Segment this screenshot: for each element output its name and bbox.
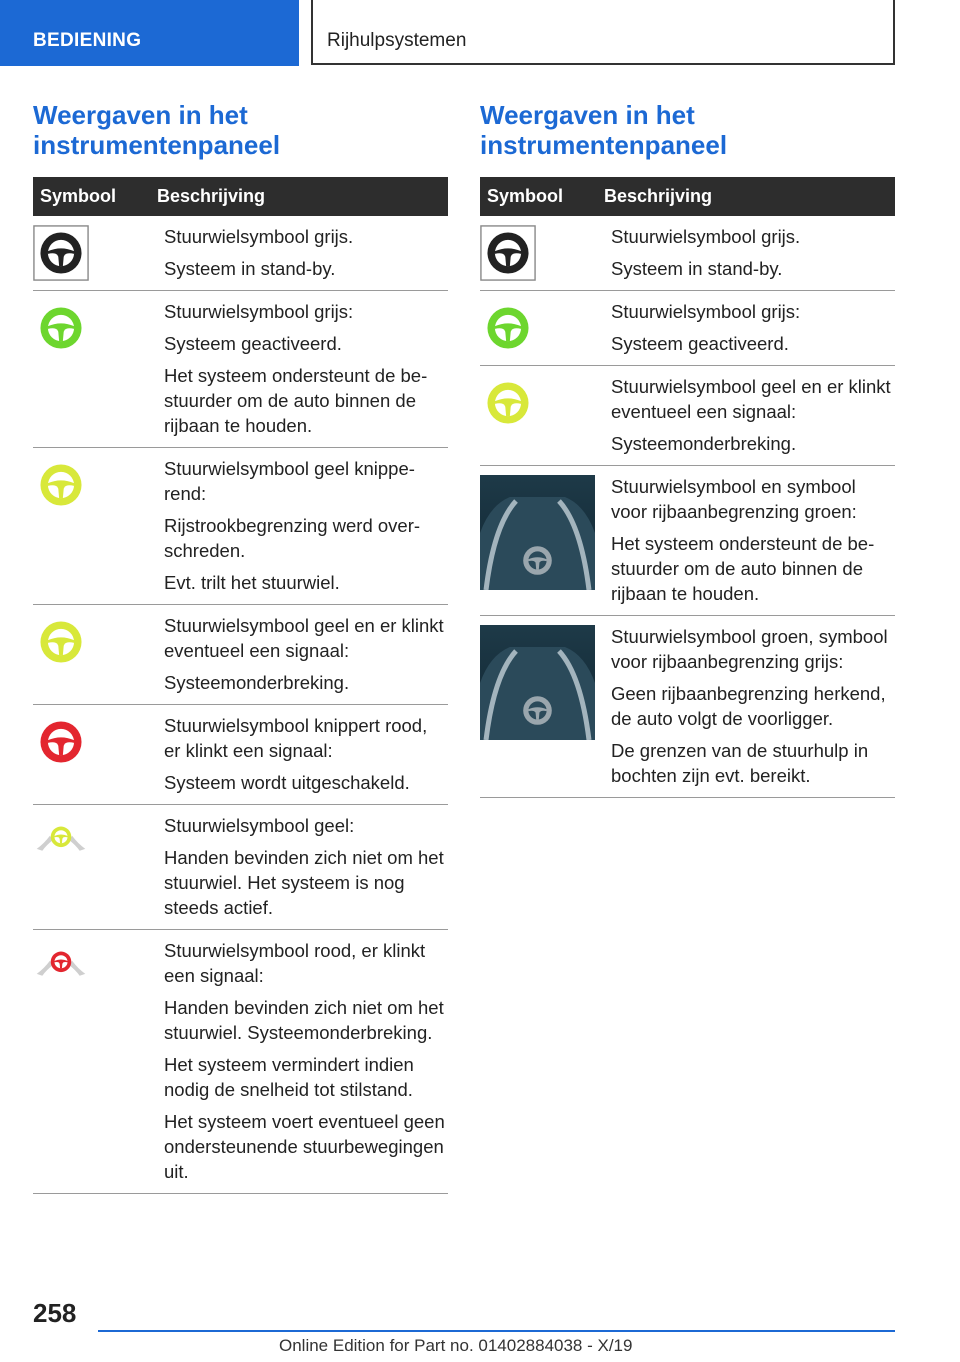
table-row — [33, 216, 448, 291]
description-line: Stuurwielsymbool geel en er klinkt eventueel een signaal: — [164, 615, 444, 661]
table-row — [480, 216, 895, 291]
row-description — [611, 366, 895, 465]
right-column — [480, 100, 895, 798]
description-line: Systeem geactiveerd. — [164, 333, 342, 354]
row-description — [164, 216, 448, 290]
description-line: Stuurwielsymbool grijs. — [611, 226, 801, 247]
row-description — [164, 448, 448, 604]
description-line: Rijstrookbegrenzing werd overschreden. — [164, 515, 421, 561]
description-line: Stuurwielsymbool geel knipperend: — [164, 458, 415, 504]
table-row — [33, 448, 448, 605]
description-line: Stuurwielsymbool geel en er klinkt eventueel een signaal: — [611, 376, 891, 422]
steering-wheel-red-icon — [33, 705, 164, 804]
section-tab[interactable]: Rijhulpsystemen — [311, 0, 895, 65]
column-header-symbol: Symbool — [487, 186, 564, 206]
table-header — [33, 177, 448, 216]
table-row — [33, 605, 448, 705]
table-row — [480, 366, 895, 466]
column-header-description: Beschrijving — [604, 186, 713, 206]
description-line: Systeem in stand-by. — [611, 258, 783, 279]
description-line: De grenzen van de stuurhulp in bochten zijn evt. bereikt. — [611, 740, 869, 786]
column-header-description: Beschrijving — [157, 186, 266, 206]
description-line: Handen bevinden zich niet om het stuurwiel. Het systeem is nog steeds actief. — [164, 847, 444, 918]
row-description — [164, 291, 448, 447]
description-line: Het systeem vermindert indien nodig de snelheid tot stilstand. — [164, 1054, 414, 1100]
table-row — [33, 930, 448, 1194]
column-header-symbol: Symbool — [40, 186, 117, 206]
description-line: Systeemonderbreking. — [164, 672, 350, 693]
description-line: Stuurwielsymbool geel: — [164, 815, 355, 836]
section-heading: Weergaven in het instrumentenpaneel — [33, 100, 281, 160]
row-description — [164, 930, 448, 1193]
table-row — [33, 705, 448, 805]
chapter-tab[interactable]: BEDIENING — [0, 0, 299, 66]
footer-divider — [98, 1330, 895, 1332]
description-line: Stuurwielsymbool knippert rood, er klinkt een signaal: — [164, 715, 428, 761]
section-heading: Weergaven in het instrumentenpaneel — [480, 100, 728, 160]
table-row — [33, 805, 448, 930]
description-line: Systeem wordt uitgeschakeld. — [164, 772, 410, 793]
description-line: Het systeem voert eventueel geen ondersteunende stuurbewegingen uit. — [164, 1111, 445, 1182]
description-line: Evt. trilt het stuurwiel. — [164, 572, 340, 593]
table-row — [480, 466, 895, 616]
table-row — [480, 616, 895, 798]
description-line: Systeem geactiveerd. — [611, 333, 789, 354]
steering-wheel-grey-outline-icon — [33, 216, 164, 290]
row-description — [164, 605, 448, 704]
description-line: Het systeem ondersteunt de bestuurder om de auto binnen de rijbaan te houden. — [164, 365, 428, 436]
table-row — [480, 291, 895, 366]
table-row — [33, 291, 448, 448]
page-header — [0, 0, 960, 66]
page-number: 258 — [33, 1298, 77, 1328]
description-line: Geen rijbaanbegrenzing herkend, de auto volgt de voorligger. — [611, 683, 886, 729]
steering-wheel-green-icon — [33, 291, 164, 447]
description-line: Het systeem ondersteunt de bestuurder om de auto binnen de rijbaan te houden. — [611, 533, 875, 604]
table-header — [480, 177, 895, 216]
symbol-table — [33, 216, 448, 1194]
description-line: Systeem in stand-by. — [164, 258, 336, 279]
description-line: Stuurwielsymbool grijs: — [611, 301, 801, 322]
steering-wheel-yellow-icon — [480, 366, 611, 465]
description-line: Stuurwielsymbool groen, symbool voor rijbaanbegrenzing grijs: — [611, 626, 888, 672]
left-column — [33, 100, 448, 1194]
steering-wheel-hands-yellow-icon — [33, 805, 164, 929]
description-line: Systeemonderbreking. — [611, 433, 797, 454]
symbol-table — [480, 216, 895, 798]
row-description — [611, 466, 895, 615]
steering-wheel-yellow-icon — [33, 448, 164, 604]
steering-wheel-green-icon — [480, 291, 611, 365]
description-line: Handen bevinden zich niet om het stuurwiel. Systeemonderbreking. — [164, 997, 444, 1043]
row-description — [611, 291, 895, 365]
lane-display-grey-icon — [480, 616, 611, 797]
row-description — [164, 705, 448, 804]
description-line: Stuurwielsymbool en symbool voor rijbaanbegrenzing groen: — [611, 476, 857, 522]
row-description — [611, 616, 895, 797]
steering-wheel-hands-red-icon — [33, 930, 164, 1193]
row-description — [611, 216, 895, 290]
steering-wheel-yellow-icon — [33, 605, 164, 704]
edition-note: Online Edition for Part no. 01402884038 - X/19 — [279, 1336, 633, 1355]
description-line: Stuurwielsymbool rood, er klinkt een signaal: — [164, 940, 426, 986]
row-description — [164, 805, 448, 929]
lane-display-green-icon — [480, 466, 611, 615]
steering-wheel-grey-outline-icon — [480, 216, 611, 290]
description-line: Stuurwielsymbool grijs. — [164, 226, 354, 247]
description-line: Stuurwielsymbool grijs: — [164, 301, 354, 322]
